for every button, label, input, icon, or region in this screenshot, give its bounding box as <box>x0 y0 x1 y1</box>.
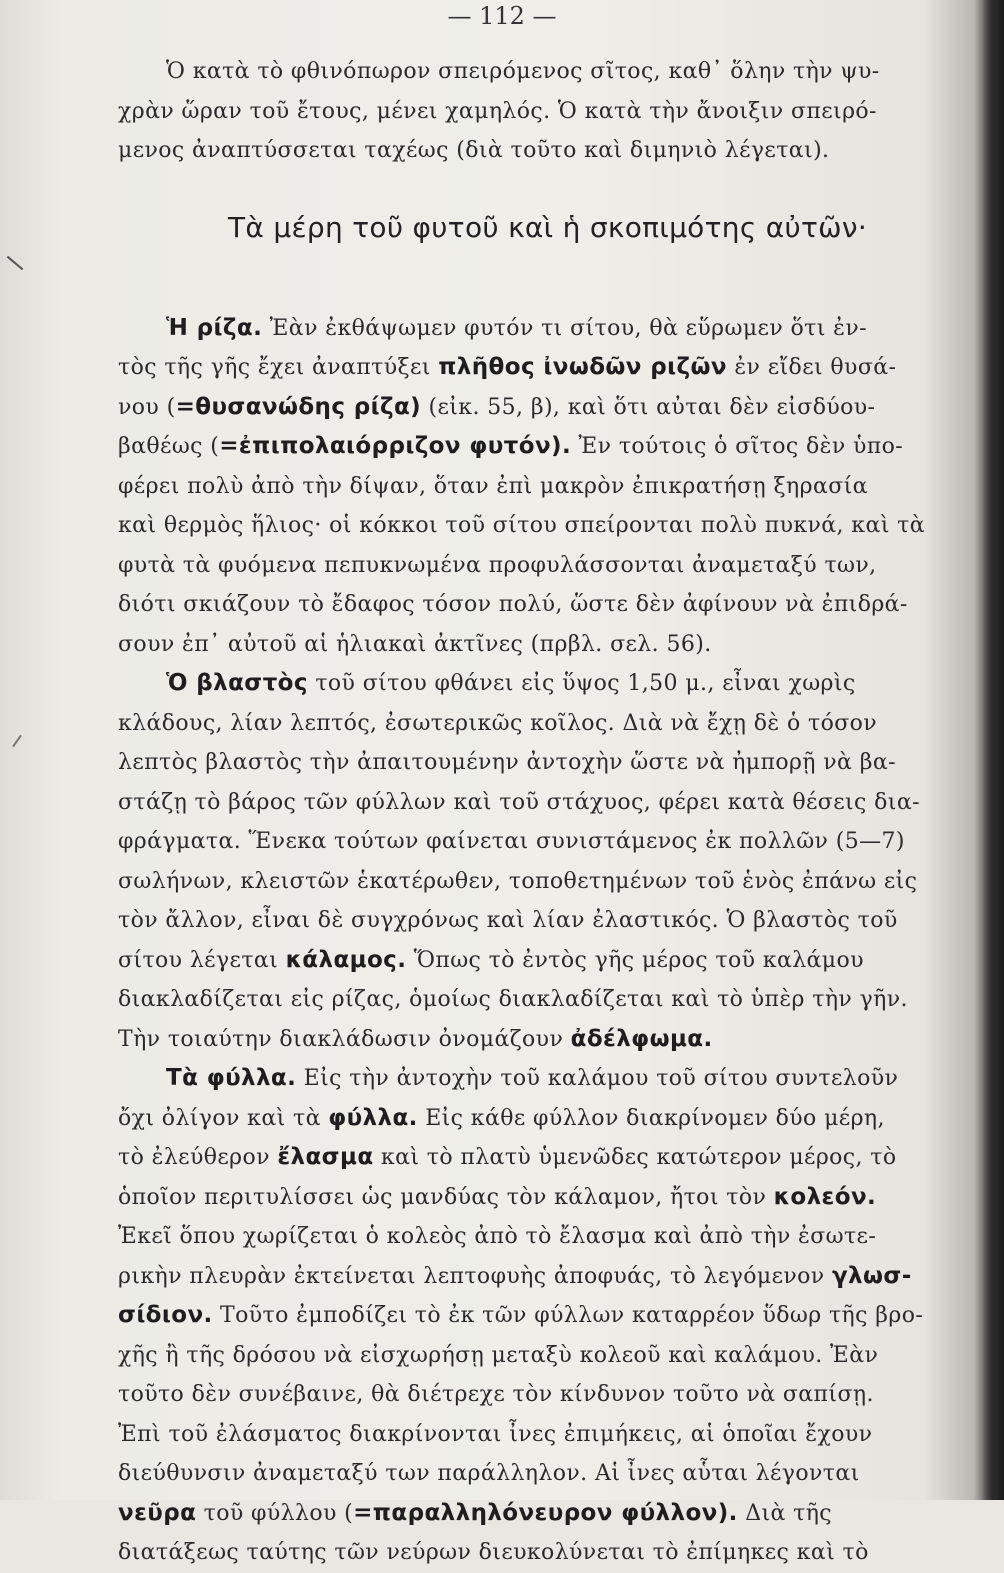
margin-mark <box>12 735 22 748</box>
text-line <box>118 1178 986 1218</box>
text-run: λεπτὸς βλαστὸς τὴν ἀπαιτουμένην ἀντοχὴν ὥστε νὰ ἠμπορῇ νὰ βα- <box>118 750 896 775</box>
text-run: σουν ἐπ᾽ αὐτοῦ αἱ ἡλιακαὶ ἀκτῖνες (πρβλ. σελ. 56). <box>118 631 712 657</box>
text-run: βαθέως ( <box>118 434 220 459</box>
text-run: σίτου λέγεται <box>118 947 286 973</box>
text-line <box>118 1454 986 1494</box>
text-run: ρικὴν πλευρὰν ἐκτείνεται λεπτοφυὴς ἀποφυάς, τὸ λεγόμενον <box>118 1263 832 1289</box>
text-run: χῆς ἢ τῆς δρόσου νὰ εἰσχωρήσῃ μεταξὺ κολεοῦ καὶ καλάμου. Ἐὰν <box>118 1342 879 1368</box>
text-run: Ἐν τούτοις ὁ σῖτος δὲν ὑπο- <box>571 434 904 459</box>
bold-term: ἔλασμα <box>277 1144 374 1170</box>
text-line <box>118 506 986 546</box>
bold-term: νεῦρα <box>118 1499 197 1526</box>
text-run: ὄχι ὀλίγον καὶ τὰ <box>118 1105 329 1131</box>
text-line <box>118 1257 986 1297</box>
text-line <box>118 585 986 625</box>
bold-term: πλῆθος ἰνωδῶν ριζῶν <box>438 354 727 380</box>
section-heading: Τὰ μέρη τοῦ φυτοῦ καὶ ἡ σκοπιμότης αὐτῶν· <box>228 210 868 244</box>
bold-term: κολεόν. <box>773 1183 877 1210</box>
text-run: διατάξεως ταύτης τῶν νεύρων διευκολύνεται τὸ ἐπίμηκες καὶ τὸ <box>118 1540 869 1565</box>
text-run: Τὴν τοιαύτην διακλάδωσιν ὀνομάζουν <box>118 1026 571 1052</box>
text-run: διακλαδίζεται εἰς ρίζας, ὁμοίως διακλαδίζεται καὶ τὸ ὑπὲρ τὴν γῆν. <box>118 987 908 1012</box>
text-run: στάζῃ τὸ βάρος τῶν φύλλων καὶ τοῦ στάχυος, φέρει κατὰ θέσεις δια- <box>118 789 920 815</box>
text-run: διότι σκιάζουν τὸ ἔδαφος τόσον πολύ, ὥστε δὲν ἀφίνουν νὰ ἐπιδρά- <box>118 592 908 617</box>
text-run: ἐν εἴδει θυσά- <box>726 355 897 380</box>
bold-term: =θυσανώδης ρίζα) <box>175 393 422 420</box>
text-line <box>118 388 986 428</box>
text-run: τοῦ φύλλου ( <box>196 1500 354 1526</box>
text-line <box>118 1336 986 1376</box>
text-run: Εἰς τὴν ἀντοχὴν τοῦ καλάμου τοῦ σίτου συντελοῦν <box>296 1066 899 1091</box>
bold-term: Ἡ ρίζα. <box>166 314 263 341</box>
section-heading-wrap <box>118 171 986 309</box>
text-run: τὸς τῆς γῆς ἔχει ἀναπτύξει <box>118 355 439 380</box>
text-run: τοῦτο δὲν συνέβαινε, θὰ διέτρεχε τὸν κίνδυνον τοῦτο νὰ σαπίσῃ. <box>118 1382 874 1407</box>
text-run: Ἐκεῖ ὅπου χωρίζεται ὁ κολεὸς ἀπὸ τὸ ἔλασμα καὶ ἀπὸ τὴν ἐσωτε- <box>118 1224 877 1249</box>
bold-term: ἀδέλφωμα. <box>570 1025 713 1052</box>
text-line <box>118 1059 986 1099</box>
bold-term: Τὰ φύλλα. <box>166 1065 297 1091</box>
bold-term: φύλλα. <box>328 1104 418 1131</box>
text-line <box>118 1020 986 1060</box>
text-line: χρὰν ὥραν τοῦ ἔτους, μένει χαμηλός. Ὁ κατὰ τὴν ἄνοιξιν σπειρό- <box>118 98 877 124</box>
text-line <box>118 348 986 388</box>
text-line <box>118 822 986 862</box>
text-run: νου ( <box>118 394 176 420</box>
text-run: τὸν ἄλλον, εἶναι δὲ συγχρόνως καὶ λίαν ἐλαστικός. Ὁ βλαστὸς τοῦ <box>118 908 898 933</box>
text-run: φράγματα. Ἕνεκα τούτων φαίνεται συνιστάμενος ἐκ πολλῶν (5—7) <box>118 829 905 854</box>
bold-term: Ὁ βλαστὸς <box>166 670 308 696</box>
text-line <box>118 862 986 902</box>
text-run: Ἐὰν ἐκθάψωμεν φυτόν τι σίτου, θὰ εὕρωμεν ὅτι ἐν- <box>262 315 867 341</box>
text-run: ὁποῖον περιτυλίσσει ὡς μανδύας τὸν κάλαμον, ἤτοι τὸν <box>118 1184 774 1210</box>
page-number: — 112 — <box>447 2 557 30</box>
text-run: Διὰ τῆς <box>737 1500 833 1526</box>
intro-paragraph <box>118 52 986 171</box>
text-run: σωλήνων, κλειστῶν ἑκατέρωθεν, τοποθετημένων τοῦ ἑνὸς ἐπάνω εἰς <box>118 868 918 894</box>
bold-term: γλωσ- <box>831 1262 912 1289</box>
text-line <box>118 467 986 507</box>
text-line <box>118 901 986 941</box>
text-run: καὶ θερμὸς ἥλιος· οἱ κόκκοι τοῦ σίτου σπείρονται πολὺ πυκνά, καὶ τὰ <box>118 513 925 538</box>
text-run: τὸ ἐλεύθερον <box>118 1145 278 1170</box>
text-line <box>118 427 986 467</box>
text-line <box>118 1375 986 1415</box>
text-run: φέρει πολὺ ἀπὸ τὴν δίψαν, ὅταν ἐπὶ μακρὸν ἐπικρατήσῃ ξηρασία <box>118 473 868 499</box>
text-run: Ὅπως τὸ ἐντὸς γῆς μέρος τοῦ καλάμου <box>406 947 864 973</box>
bold-term: κάλαμος. <box>285 946 407 973</box>
text-run: φυτὰ τὰ φυόμενα πεπυκνωμένα προφυλάσσονται ἀναμεταξύ των, <box>118 552 877 578</box>
text-line <box>118 783 986 823</box>
text-line <box>118 1494 986 1534</box>
text-run: κλάδους, λίαν λεπτός, ἐσωτερικῶς κοῖλος. Διὰ νὰ ἔχῃ δὲ ὁ τόσον <box>118 710 878 736</box>
text-run: Ἐπὶ τοῦ ἐλάσματος διακρίνονται ἶνες ἐπιμήκεις, αἱ ὁποῖαι ἔχουν <box>118 1421 873 1447</box>
text-line <box>118 546 986 586</box>
text-run: καὶ τὸ πλατὺ ὑμενῶδες κατώτερον μέρος, τὸ <box>373 1145 897 1170</box>
text-line <box>118 1099 986 1139</box>
text-line: Ὁ κατὰ τὸ φθινόπωρον σπειρόμενος σῖτος, καθ᾽ ὅλην τὴν ψυ- <box>166 59 880 84</box>
body-text <box>118 309 986 1573</box>
text-line <box>118 743 986 783</box>
text-line <box>118 941 986 981</box>
page-edge-shadow <box>982 0 1004 1500</box>
bold-term: =ἐπιπολαιόρριζον φυτόν). <box>219 433 572 459</box>
text-line <box>118 1217 986 1257</box>
text-line <box>118 1533 986 1573</box>
text-run: (εἰκ. 55, β), καὶ ὅτι αὐται δὲν εἰσδύου- <box>421 394 876 420</box>
text-line <box>118 1415 986 1455</box>
bold-term: σίδιον. <box>118 1302 213 1328</box>
text-line: μενος ἀναπτύσσεται ταχέως (διὰ τοῦτο καὶ διμηνιὸ λέγεται). <box>118 138 830 163</box>
text-run: τοῦ σίτου φθάνει εἰς ὕψος 1,50 μ., εἶναι χωρὶς <box>307 671 856 696</box>
text-run: διεύθυνσιν ἀναμεταξύ των παράλληλον. Αἱ ἶνες αὗται λέγονται <box>118 1461 860 1486</box>
text-line <box>118 1138 986 1178</box>
text-run: Εἰς κάθε φύλλον διακρίνομεν δύο μέρη, <box>417 1105 885 1131</box>
bold-term: =παραλληλόνευρον φύλλον). <box>353 1499 738 1526</box>
text-line <box>118 1296 986 1336</box>
text-line <box>118 704 986 744</box>
text-line <box>118 664 986 704</box>
text-line <box>118 625 986 665</box>
text-line <box>118 980 986 1020</box>
margin-mark <box>7 256 24 270</box>
text-line <box>118 309 986 349</box>
text-run: Τοῦτο ἐμποδίζει τὸ ἐκ τῶν φύλλων καταρρέον ὕδωρ τῆς βρο- <box>212 1303 924 1328</box>
text-block <box>118 52 986 1573</box>
